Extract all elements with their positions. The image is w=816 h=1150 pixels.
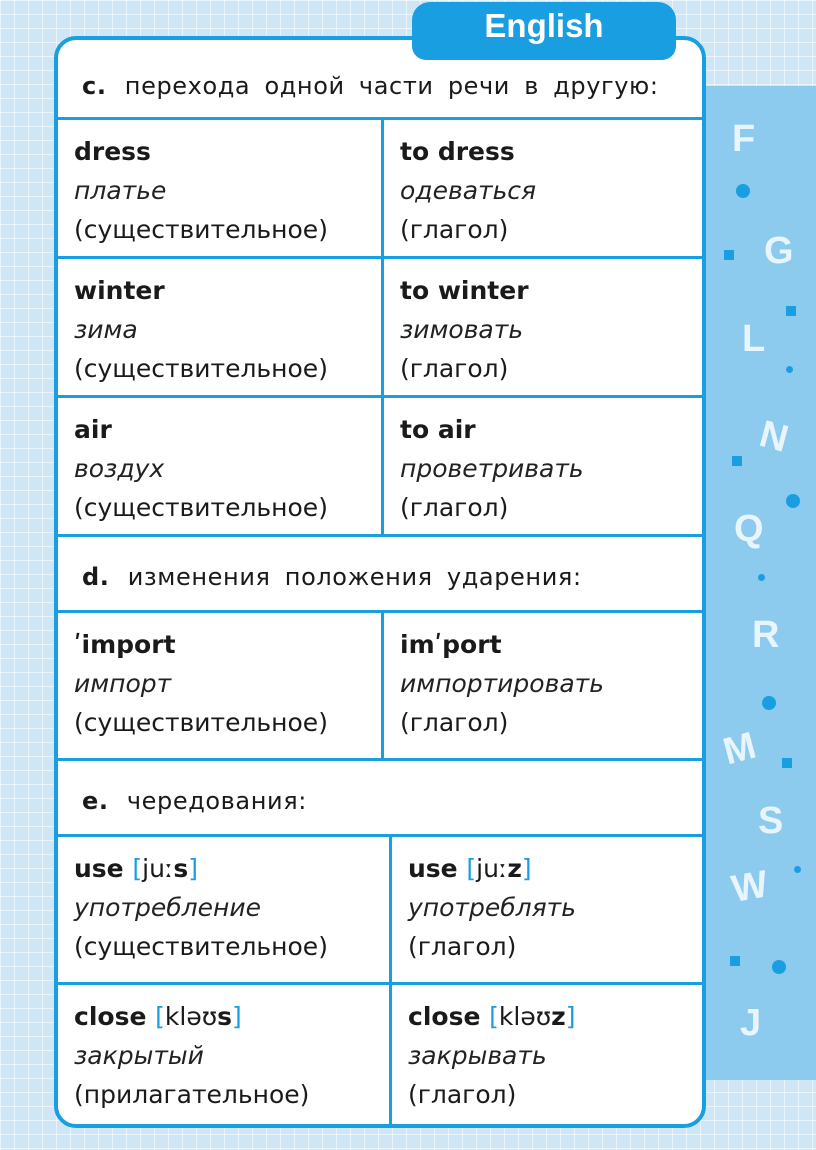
word-cell [58,398,384,534]
translation: употребление [74,893,261,922]
decor-letter-m: M [718,724,761,774]
decor-square [732,456,742,466]
word: close [408,1002,481,1031]
phonetic-transcription [489,1002,575,1031]
bracket-close: ] [565,1002,576,1031]
decor-letter-j: J [740,1002,762,1044]
word-cell [58,613,384,758]
table-row [58,259,702,398]
word: use [74,854,124,883]
decor-letter-n: N [755,413,793,461]
decor-letter-q: Q [734,508,764,550]
phonetic-transcription [155,1002,242,1031]
word: winter [74,276,165,305]
decor-letter-l: L [742,318,766,360]
part-of-speech: (прилагательное) [74,1080,310,1109]
translation: зимовать [400,315,524,344]
decor-dot [786,366,793,373]
content-card [54,36,706,1128]
word-cell [58,120,384,256]
bracket-open: [ [466,854,477,883]
decor-square [786,306,796,316]
word-with-phonetics [74,849,389,888]
table-row [58,120,702,259]
side-strip [690,86,816,1080]
phonetic-transcription [466,854,531,883]
translation: проветривать [400,454,584,483]
decor-letter-f: F [732,118,756,160]
part-of-speech: (существительное) [74,932,328,961]
word-cell [384,613,702,758]
word-with-phonetics [408,997,702,1036]
phonetic-ending: s [173,854,189,883]
word-cell [384,259,702,395]
part-of-speech: (глагол) [400,708,509,737]
section-letter: e. [82,787,109,815]
word: to air [400,415,476,444]
decor-letter-w: W [728,863,772,911]
translation: закрытый [74,1041,204,1070]
translation: одеваться [400,176,537,205]
decor-square [724,250,734,260]
decor-letter-g: G [764,230,794,272]
decor-letter-r: R [752,614,780,656]
decor-dot [772,960,786,974]
table-row [58,985,702,1124]
bracket-close: ] [232,1002,242,1031]
decor-square [730,956,740,966]
word-cell [392,985,702,1124]
section-letter: d. [82,563,110,591]
section-title: чередования: [126,787,307,815]
word: to dress [400,137,515,166]
decor-dot [736,184,750,198]
word-cell [384,398,702,534]
phonetic-ending: z [551,1002,566,1031]
word-with-phonetics [74,997,389,1036]
bracket-close: ] [521,854,532,883]
word-cell [58,985,392,1124]
decor-dot [762,696,776,710]
word-cell [392,837,702,982]
decor-dot [786,494,800,508]
translation: воздух [74,454,165,483]
table-row [58,613,702,761]
section-letter: c. [82,72,107,100]
translation: импорт [74,669,172,698]
decor-dot [758,574,765,581]
part-of-speech: (существительное) [74,215,328,244]
decor-dot [794,866,801,873]
word: air [74,415,112,444]
bracket-open: [ [132,854,143,883]
word: ʹimport [74,630,176,659]
phonetic-transcription [132,854,198,883]
part-of-speech: (глагол) [408,932,517,961]
part-of-speech: (существительное) [74,708,328,737]
word-cell [58,259,384,395]
part-of-speech: (глагол) [408,1080,517,1109]
translation: закрывать [408,1041,547,1070]
word: to winter [400,276,529,305]
translation: употреблять [408,893,576,922]
phonetic-ending: z [507,854,522,883]
section-header-e [58,761,702,837]
part-of-speech: (глагол) [400,354,509,383]
word-cell [58,837,392,982]
phonetic-base: kləʊ [498,1002,552,1031]
part-of-speech: (существительное) [74,354,328,383]
word: dress [74,137,151,166]
translation: платье [74,176,167,205]
section-header-d [58,537,702,613]
translation: зима [74,315,138,344]
part-of-speech: (глагол) [400,215,509,244]
word-with-phonetics [408,849,702,888]
section-title: перехода одной части речи в другую: [124,72,659,100]
table-row [58,837,702,985]
bracket-open: [ [489,1002,499,1031]
translation: импортировать [400,669,604,698]
word: imʹport [400,630,502,659]
phonetic-base: kləʊ [164,1002,218,1031]
english-tab: English [412,2,676,60]
table-row [58,398,702,537]
phonetic-base: juː [142,854,174,883]
section-title: изменения положения ударения: [127,563,582,591]
bracket-open: [ [155,1002,165,1031]
phonetic-ending: s [217,1002,233,1031]
phonetic-base: juː [476,854,508,883]
part-of-speech: (существительное) [74,493,328,522]
decor-letter-s: S [758,800,784,842]
part-of-speech: (глагол) [400,493,509,522]
word: close [74,1002,147,1031]
bracket-close: ] [188,854,198,883]
word-cell [384,120,702,256]
decor-square [782,758,792,768]
word: use [408,854,458,883]
